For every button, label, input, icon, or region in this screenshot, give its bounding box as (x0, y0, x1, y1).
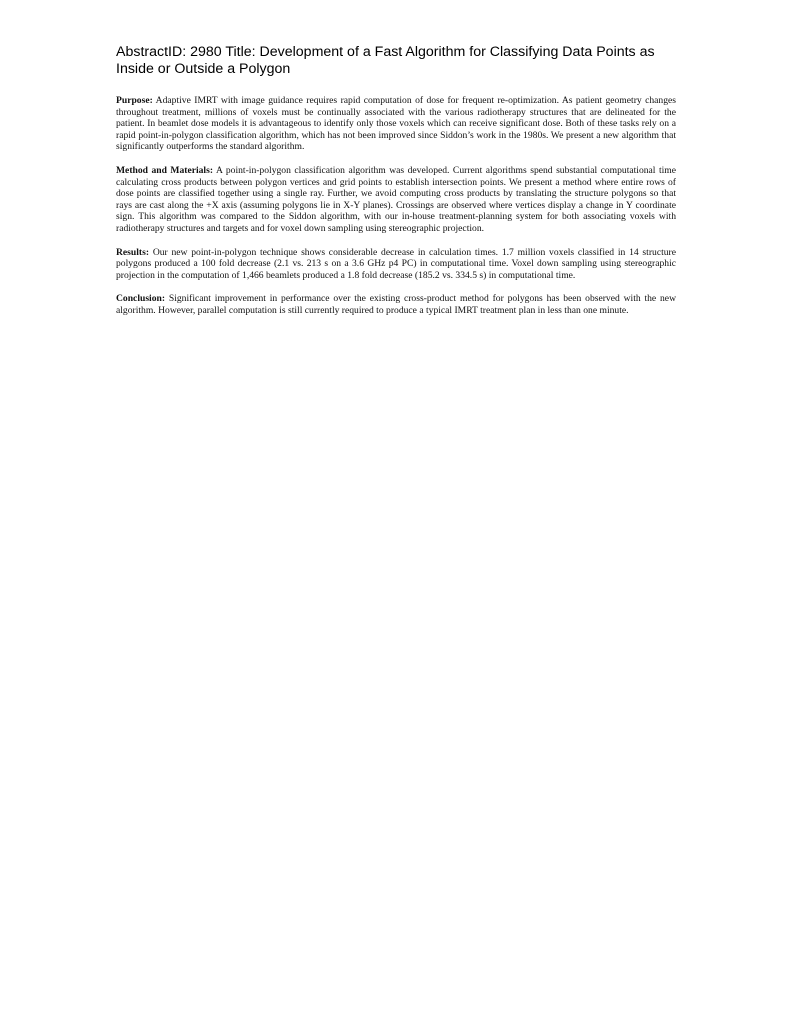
method-text: A point-in-polygon classification algorithm was developed. Current algorithms spend substantial computational time calculating cross products between polygon vertices and grid points to establish intersection points. We present a method where entire rows of dose points are classified together using a single ray. Further, we avoid computing cross products by translating the structure polygons so that rays are cast along the +X axis (assuming polygons lie in X-Y planes). Crossings are observed where vertices display a change in Y coordinate sign. This algorithm was compared to the Siddon algorithm, with our in-house treatment-planning system for both associating voxels with radiotherapy structures and targets and for voxel down sampling using stereographic projection. (116, 164, 676, 234)
results-section (116, 247, 676, 282)
results-text: Our new point-in-polygon technique shows considerable decrease in calculation times. 1.7 million voxels classified in 14 structure polygons produced a 100 fold decrease (2.1 vs. 213 s on a 3.6 GHz p4 PC) in computational time. Voxel down sampling using stereographic projection in the computation of 1,466 beamlets produced a 1.8 fold decrease (185.2 vs. 334.5 s) in computational time. (116, 246, 676, 281)
results-label: Results: (116, 246, 150, 258)
abstract-page (116, 44, 676, 329)
method-label: Method and Materials: (116, 164, 214, 176)
abstract-title: AbstractID: 2980 Title: Development of a Fast Algorithm for Classifying Data Points as Inside or Outside a Polygon (116, 44, 655, 77)
conclusion-text: Significant improvement in performance over the existing cross-product method for polygons has been observed with the new algorithm. However, parallel computation is still currently required to produce a typical IMRT treatment plan in less than one minute. (116, 293, 676, 316)
conclusion-label: Conclusion: (116, 293, 166, 305)
purpose-label: Purpose: (116, 95, 153, 106)
purpose-section (116, 95, 676, 153)
method-section (116, 165, 676, 235)
purpose-text: Adaptive IMRT with image guidance requires rapid computation of dose for frequent re-optimization. As patient geometry changes throughout treatment, millions of voxels must be continually associated with the various radiotherapy structures that are delineated for the patient. In beamlet dose models it is advantageous to identify only those voxels which can receive significant dose. Both of these tasks rely on a rapid point-in-polygon classification algorithm, which has not been improved since Siddon’s work in the 1980s. We present a new algorithm that significantly outperforms the standard algorithm. (116, 95, 676, 153)
conclusion-section (116, 293, 676, 316)
